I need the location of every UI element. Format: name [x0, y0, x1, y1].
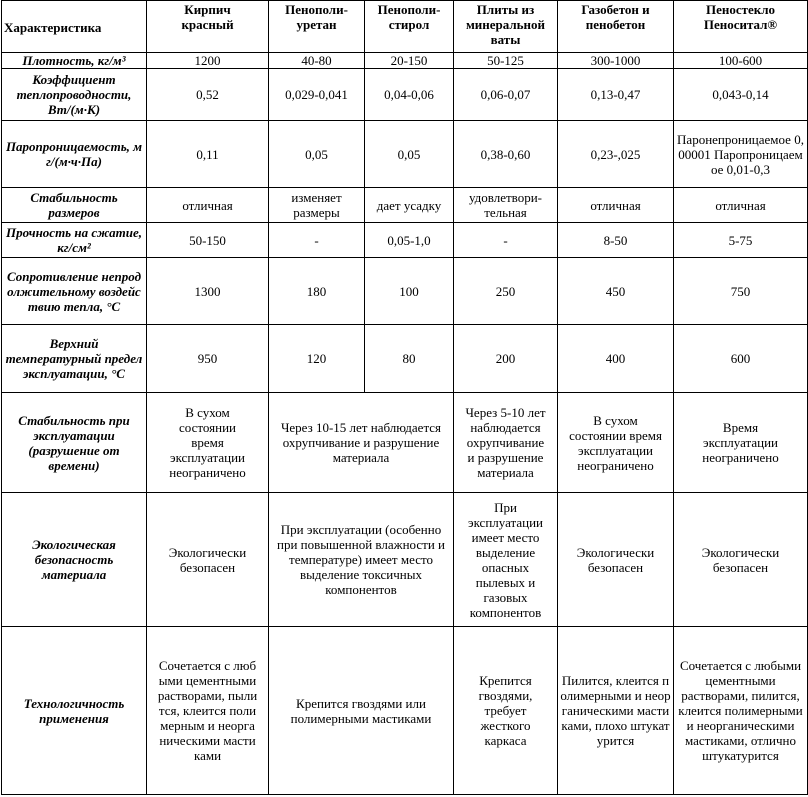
row-ecology — [2, 493, 808, 627]
cell-penosteklo: 750 — [674, 258, 808, 325]
cell-mineral: Крепится гвоздями, требует жесткого каркаса — [454, 627, 558, 795]
cell-pps: 0,04-0,06 — [365, 69, 454, 121]
cell-gazobeton: В сухом состоянии время эксплуатации неограничено — [558, 393, 674, 493]
row-label: Плотность, кг/м³ — [2, 53, 147, 69]
cell-mineral: 0,38-0,60 — [454, 121, 558, 188]
cell-brick: 1300 — [147, 258, 269, 325]
cell-mineral: При эксплуатации имеет место выделение опасных пылевых и газовых компонентов — [454, 493, 558, 627]
row-label: Паропроницаемость, мг/(м·ч·Па) — [2, 121, 147, 188]
cell-pps: 20-150 — [365, 53, 454, 69]
row-label: Верхний температурный предел эксплуатации, °С — [2, 325, 147, 393]
cell-pps: 80 — [365, 325, 454, 393]
cell-ppu: 0,029-0,041 — [269, 69, 365, 121]
header-brick: Кирпич красный — [147, 1, 269, 53]
cell-mineral: 200 — [454, 325, 558, 393]
cell-gazobeton: 450 — [558, 258, 674, 325]
cell-penosteklo: отличная — [674, 188, 808, 223]
cell-gazobeton: отличная — [558, 188, 674, 223]
row-durability — [2, 393, 808, 493]
cell-ppu-pps: Через 10-15 лет наблюдается охрупчивание и разрушение материала — [269, 393, 454, 493]
cell-pps: 100 — [365, 258, 454, 325]
cell-pps: дает усадку — [365, 188, 454, 223]
cell-ppu: 0,05 — [269, 121, 365, 188]
cell-gazobeton: 300-1000 — [558, 53, 674, 69]
row-vapor — [2, 121, 808, 188]
cell-brick: отличная — [147, 188, 269, 223]
cell-penosteklo: Время эксплуатации неограничено — [674, 393, 808, 493]
header-mineral: Плиты из минеральной ваты — [454, 1, 558, 53]
cell-brick: В сухом состоянии время эксплуатации неограничено — [147, 393, 269, 493]
header-characteristic: Характеристика — [2, 1, 147, 53]
cell-ppu: изменяет размеры — [269, 188, 365, 223]
materials-comparison-table — [1, 0, 808, 795]
cell-pps: 0,05-1,0 — [365, 223, 454, 258]
row-technology — [2, 627, 808, 795]
row-heat-resistance — [2, 258, 808, 325]
cell-brick: 50-150 — [147, 223, 269, 258]
cell-brick: Экологически безопасен — [147, 493, 269, 627]
cell-penosteklo: 5-75 — [674, 223, 808, 258]
cell-mineral: удовлетвори-тельная — [454, 188, 558, 223]
cell-gazobeton: 8-50 — [558, 223, 674, 258]
cell-penosteklo: Паронепроницаемое 0,00001 Паропроницаемое 0,01-0,3 — [674, 121, 808, 188]
cell-penosteklo: 100-600 — [674, 53, 808, 69]
cell-brick: 950 — [147, 325, 269, 393]
row-label: Технологичность применения — [2, 627, 147, 795]
cell-pps: 0,05 — [365, 121, 454, 188]
cell-ppu: - — [269, 223, 365, 258]
header-row — [2, 1, 808, 53]
cell-brick: Сочетается с любыми цементными растворами, пылится, клеится полимерным и неорганическими мастиками — [147, 627, 269, 795]
row-stability — [2, 188, 808, 223]
cell-penosteklo: 600 — [674, 325, 808, 393]
cell-penosteklo: Сочетается с любыми цементными растворами, пилится, клеится полимерными и неорганическими мастиками, отлично штукатурится — [674, 627, 808, 795]
row-label: Стабильность при эксплуатации (разрушение от времени) — [2, 393, 147, 493]
cell-penosteklo: Экологически безопасен — [674, 493, 808, 627]
row-density — [2, 53, 808, 69]
cell-gazobeton: 400 — [558, 325, 674, 393]
row-label: Сопротивление непродолжительному воздействию тепла, °С — [2, 258, 147, 325]
row-label: Стабильность размеров — [2, 188, 147, 223]
row-label: Прочность на сжатие, кг/см² — [2, 223, 147, 258]
row-label: Коэффициент теплопроводности, Вт/(м·К) — [2, 69, 147, 121]
cell-mineral: 250 — [454, 258, 558, 325]
cell-brick: 0,52 — [147, 69, 269, 121]
cell-mineral: Через 5-10 лет наблюдается охрупчивание и разрушение материала — [454, 393, 558, 493]
header-pps: Пенополи-стирол — [365, 1, 454, 53]
cell-brick: 0,11 — [147, 121, 269, 188]
cell-gazobeton: 0,13-0,47 — [558, 69, 674, 121]
row-conductivity — [2, 69, 808, 121]
cell-gazobeton: Экологически безопасен — [558, 493, 674, 627]
cell-mineral: - — [454, 223, 558, 258]
row-strength — [2, 223, 808, 258]
cell-mineral: 50-125 — [454, 53, 558, 69]
cell-ppu-pps: Крепится гвоздями или полимерными мастиками — [269, 627, 454, 795]
header-penosteklo: Пеностекло Пеноситал® — [674, 1, 808, 53]
cell-penosteklo: 0,043-0,14 — [674, 69, 808, 121]
cell-mineral: 0,06-0,07 — [454, 69, 558, 121]
row-upper-temp — [2, 325, 808, 393]
cell-brick: 1200 — [147, 53, 269, 69]
cell-ppu-pps: При эксплуатации (особенно при повышенной влажности и температуре) имеет место выделение токсичных компонентов — [269, 493, 454, 627]
header-gazobeton: Газобетон и пенобетон — [558, 1, 674, 53]
cell-gazobeton: Пилится, клеится полимерными и неорганическими мастиками, плохо штукатурится — [558, 627, 674, 795]
header-ppu: Пенополи-уретан — [269, 1, 365, 53]
row-label: Экологическая безопасность материала — [2, 493, 147, 627]
cell-ppu: 40-80 — [269, 53, 365, 69]
cell-gazobeton: 0,23-,025 — [558, 121, 674, 188]
cell-ppu: 120 — [269, 325, 365, 393]
cell-ppu: 180 — [269, 258, 365, 325]
